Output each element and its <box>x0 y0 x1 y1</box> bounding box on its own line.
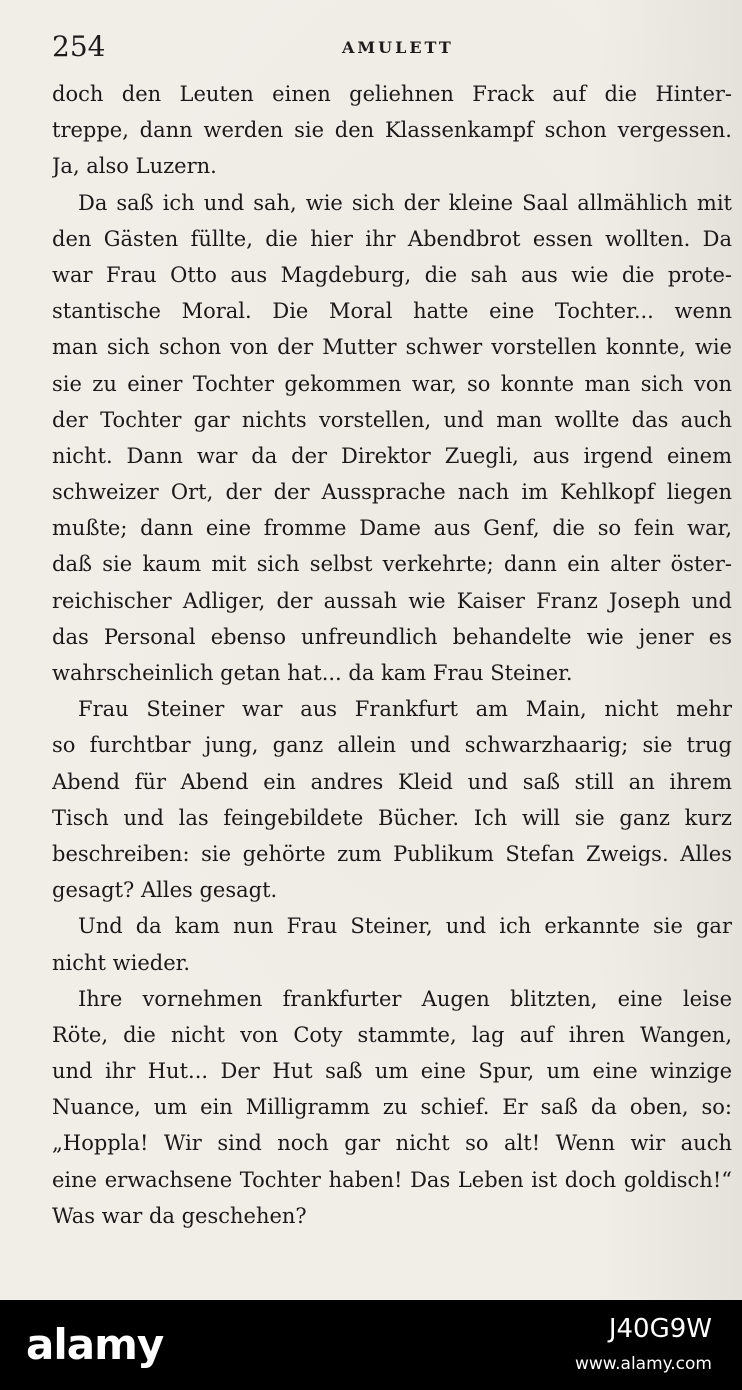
text-line: nicht wieder. <box>52 950 191 975</box>
text-line: der Tochter gar nichts vorstellen, und man wollte das auch <box>52 407 732 432</box>
text-line: nicht. Dann war da der Direktor Zuegli, aus irgend einem <box>52 443 732 468</box>
text-line: war Frau Otto aus Magdeburg, die sah aus wie die prote- <box>52 262 732 287</box>
alamy-logo: alamy <box>26 1320 164 1369</box>
body-text <box>52 76 732 1234</box>
text-line: das Personal ebenso unfreundlich behandelte wie jener es <box>52 624 732 649</box>
text-line: sie zu einer Tochter gekommen war, so konnte man sich von <box>52 371 732 396</box>
text-line: und ihr Hut... Der Hut saß um eine Spur, um eine winzige <box>52 1059 732 1084</box>
page-number: 254 <box>52 30 106 63</box>
text-line: wahrscheinlich getan hat... da kam Frau Steiner. <box>52 661 573 685</box>
image-id: J40G9W <box>608 1314 712 1344</box>
text-line: treppe, dann werden sie den Klassenkampf schon vergessen. <box>52 118 732 143</box>
text-line: Röte, die nicht von Coty stammte, lag auf ihren Wangen, <box>52 1022 732 1047</box>
text-line: beschreiben: sie gehörte zum Publikum Stefan Zweigs. Alles <box>52 841 732 866</box>
text-line: doch den Leuten einen geliehnen Frack auf die Hinter- <box>52 82 732 106</box>
text-line: Ja, also Luzern. <box>52 154 217 179</box>
text-line: Tisch und las feingebildete Bücher. Ich will sie ganz kurz <box>52 805 732 830</box>
watermark-banner <box>0 1300 742 1390</box>
text-line: daß sie kaum mit sich selbst verkehrte; dann ein alter öster- <box>52 552 732 577</box>
text-line: Und da kam nun Frau Steiner, und ich erkannte sie gar <box>78 914 732 939</box>
text-line: mußte; dann eine fromme Dame aus Genf, die so fein war, <box>52 516 732 541</box>
text-line: Frau Steiner war aus Frankfurt am Main, nicht mehr <box>78 697 732 722</box>
watermark-url: www.alamy.com <box>574 1354 712 1374</box>
text-line: so furchtbar jung, ganz allein und schwarzhaarig; sie trug <box>52 733 732 758</box>
text-line: Ihre vornehmen frankfurter Augen blitzten, eine leise <box>78 986 732 1011</box>
text-line: gesagt? Alles gesagt. <box>52 878 278 903</box>
text-line: Da saß ich und sah, wie sich der kleine Saal allmählich mit <box>78 190 732 215</box>
page-header <box>52 30 732 70</box>
text-line: Was war da geschehen? <box>52 1203 307 1228</box>
text-line: man sich schon von der Mutter schwer vorstellen konnte, wie <box>52 335 732 360</box>
running-head: AMULETT <box>342 38 454 57</box>
text-line: schweizer Ort, der der Aussprache nach im Kehlkopf liegen <box>52 480 732 505</box>
text-line: „Hoppla! Wir sind noch gar nicht so alt! Wenn wir auch <box>52 1131 732 1156</box>
text-line: Nuance, um ein Milligramm zu schief. Er saß da oben, so: <box>52 1095 732 1120</box>
text-line: Abend für Abend ein andres Kleid und saß still an ihrem <box>52 769 732 794</box>
text-line: den Gästen füllte, die hier ihr Abendbrot essen wollten. Da <box>52 226 732 251</box>
text-line: reichischer Adliger, der aussah wie Kaiser Franz Joseph und <box>52 588 732 613</box>
text-line: stantische Moral. Die Moral hatte eine Tochter... wenn <box>52 299 732 324</box>
text-line: eine erwachsene Tochter haben! Das Leben ist doch goldisch!“ <box>52 1167 732 1192</box>
